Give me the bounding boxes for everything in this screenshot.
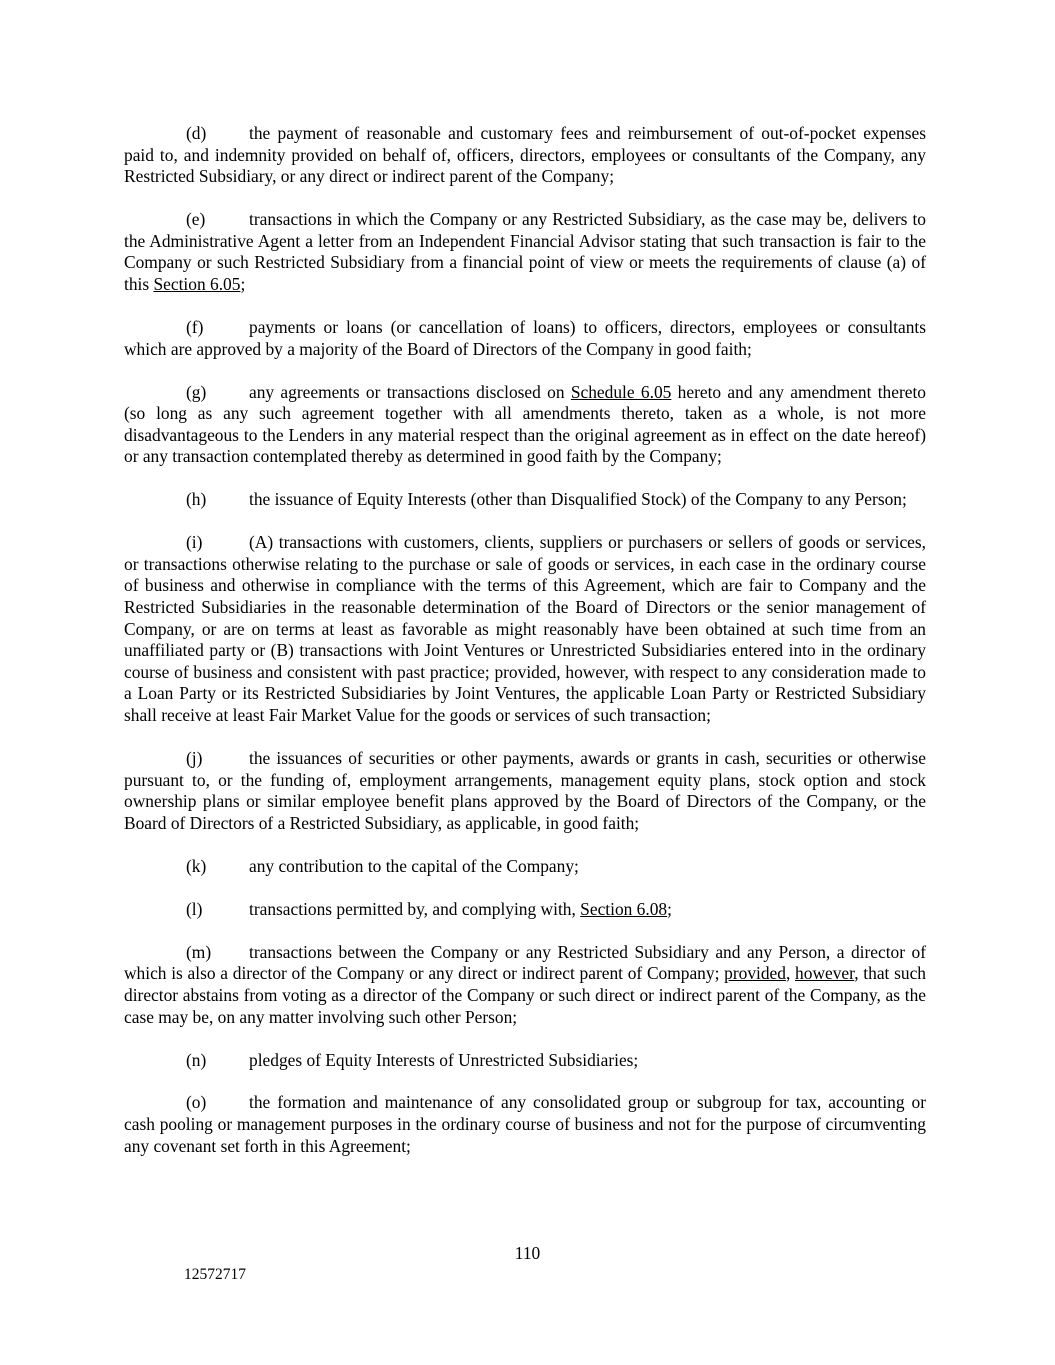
clause-k	[186, 856, 926, 878]
however-term: however	[795, 963, 855, 984]
clause-label: (n)	[186, 1049, 207, 1070]
clause-text: pledges of Equity Interests of Unrestricted Subsidiaries;	[249, 1049, 639, 1070]
clause-h	[124, 489, 926, 511]
clause-label: (g)	[186, 381, 207, 402]
term-separator: ,	[785, 963, 796, 984]
clause-g	[124, 382, 926, 468]
clause-label: (e)	[186, 209, 206, 230]
clause-text: transactions between the Company or any Restricted Subsidiary and any Person, a director of which is also a director of the Company or any direct or indirect parent of Company;	[124, 941, 926, 984]
clause-label: (o)	[186, 1092, 207, 1113]
clause-label: (j)	[186, 748, 203, 768]
clause-label: (m)	[186, 941, 212, 962]
clause-text: any contribution to the capital of the Company;	[249, 855, 579, 876]
clause-label: (i)	[186, 532, 203, 553]
clause-o	[124, 1092, 926, 1157]
clause-text: payments or loans (or cancellation of loans) to officers, directors, employees or consultants which are approved by a majority of the Board of Directors of the Company in good faith;	[124, 316, 926, 359]
clause-text: transactions permitted by, and complying with,	[249, 898, 581, 919]
clause-text: any agreements or transactions disclosed on	[249, 381, 571, 402]
clause-i	[124, 532, 926, 726]
clause-text-end: , that such director abstains from voting as a director of the Company or such direct or indirect parent of the Company, as the case may be, on any matter involving such other Person;	[124, 963, 926, 1027]
schedule-reference-link[interactable]: Schedule 6.05	[570, 381, 672, 402]
clause-label: (l)	[186, 898, 203, 919]
section-reference-link[interactable]: Section 6.08	[580, 898, 668, 919]
clause-text-end: hereto and any amendment thereto (so long as any such agreement together with all amendments thereto, taken as a whole, is not more disadvantageous to the Lenders in any material respect than the original agreement as in effect on the date hereof) or any transaction contemplated thereby as determined in good faith by the Company;	[124, 381, 926, 467]
clause-text: the issuances of securities or other payments, awards or grants in cash, securities or otherwise pursuant to, or the funding of, employment arrangements, management equity plans, stock option and stock ownership plans or similar employee benefit plans approved by the Board of Directors of the Company, or the Board of Directors of a Restricted Subsidiary, as applicable, in good faith;	[124, 748, 926, 833]
clause-label: (h)	[186, 489, 207, 510]
clause-text: (A) transactions with customers, clients, suppliers or purchasers or sellers of goods or services, or transactions otherwise relating to the purchase or sale of goods or services, in each case in the ordinary course of business and otherwise in compliance with the terms of this Agreement, which are fair to Company and the Restricted Subsidiaries in the reasonable determination of the Board of Directors or the senior management of Company, or are on terms at least as favorable as might reasonably have been obtained at such time from an unaffiliated party or (B) transactions with Joint Ventures or Unrestricted Subsidiaries entered into in the ordinary course of business and consistent with past practice; provided, however, with respect to any consideration made to a Loan Party or its Restricted Subsidiaries by Joint Ventures, the applicable Loan Party or Restricted Subsidiary shall receive at least Fair Market Value for the goods or services of such transaction;	[124, 532, 926, 726]
clause-m	[124, 942, 926, 1028]
clause-text: transactions in which the Company or any Restricted Subsidiary, as the case may be, delivers to the Administrative Agent a letter from an Independent Financial Advisor stating that such transaction is fair to the Company or such Restricted Subsidiary from a financial point of view or meets the requirements of clause (a) of this	[124, 209, 926, 294]
clause-text: the payment of reasonable and customary fees and reimbursement of out-of-pocket expenses paid to, and indemnity provided on behalf of, officers, directors, employees or consultants of the Company, any Restricted Subsidiary, or any direct or indirect parent of the Company;	[124, 123, 926, 187]
clause-f	[124, 317, 926, 360]
page-number: 110	[514, 1243, 541, 1263]
document-body	[124, 123, 926, 1179]
clause-l	[186, 899, 926, 921]
provided-term: provided	[724, 963, 786, 984]
clause-label: (d)	[186, 123, 207, 143]
document-id: 12572717	[184, 1266, 246, 1283]
clause-text: the issuance of Equity Interests (other than Disqualified Stock) of the Company to any Person;	[249, 489, 907, 510]
section-reference-link[interactable]: Section 6.05	[153, 273, 241, 294]
clause-text-end: ;	[240, 273, 246, 294]
clause-d	[124, 123, 926, 188]
clause-label: (k)	[186, 855, 207, 876]
clause-e	[124, 209, 926, 295]
clause-j	[124, 748, 926, 834]
clause-text-end: ;	[667, 898, 672, 919]
clause-n	[186, 1050, 926, 1072]
clause-label: (f)	[186, 316, 204, 337]
clause-text: the formation and maintenance of any consolidated group or subgroup for tax, accounting or cash pooling or management purposes in the ordinary course of business and not for the purpose of circumventing any covenant set forth in this Agreement;	[124, 1092, 926, 1156]
